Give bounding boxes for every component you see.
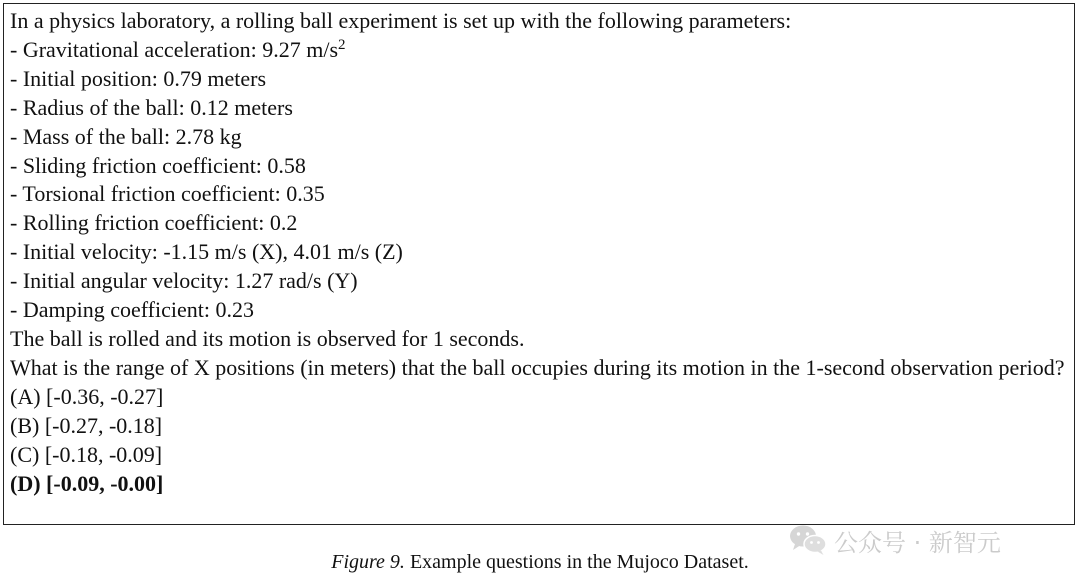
option-c: (C) [-0.18, -0.09]: [10, 441, 163, 467]
option-d-correct: (D) [-0.09, -0.00]: [10, 470, 164, 496]
question-observation: The ball is rolled and its motion is observed for 1 seconds.: [10, 325, 525, 351]
figure-caption: [0, 548, 1080, 576]
param-gravity: [10, 36, 1068, 65]
question-prompt: What is the range of X positions (in meters) that the ball occupies during its motion in the 1-second observation period?: [10, 354, 1065, 380]
question-intro: In a physics laboratory, a rolling ball experiment is set up with the following parameters:: [10, 8, 792, 33]
param-rolling-friction: - Rolling friction coefficient: 0.2: [10, 210, 298, 236]
question-box: [3, 3, 1075, 525]
param-initial-angular-velocity: - Initial angular velocity: 1.27 rad/s (Y): [10, 268, 358, 294]
param-gravity-exponent: 2: [338, 36, 346, 53]
param-sliding-friction: - Sliding friction coefficient: 0.58: [10, 152, 306, 178]
param-radius: - Radius of the ball: 0.12 meters: [10, 94, 293, 120]
figure-label: Figure 9.: [331, 551, 405, 573]
param-initial-position: - Initial position: 0.79 meters: [10, 65, 267, 91]
param-initial-velocity: - Initial velocity: -1.15 m/s (X), 4.01 m/s (Z): [10, 239, 403, 265]
param-gravity-text: - Gravitational acceleration: 9.27 m/s: [10, 36, 339, 62]
watermark-text: 公众号 · 新智元: [834, 528, 1001, 557]
figure-caption-text: Example questions in the Mujoco Dataset.: [404, 551, 749, 573]
param-damping: - Damping coefficient: 0.23: [10, 297, 254, 323]
param-torsional-friction: - Torsional friction coefficient: 0.35: [10, 181, 325, 207]
param-mass: - Mass of the ball: 2.78 kg: [10, 123, 242, 149]
option-b: (B) [-0.27, -0.18]: [10, 412, 163, 438]
option-a: (A) [-0.36, -0.27]: [10, 383, 164, 409]
